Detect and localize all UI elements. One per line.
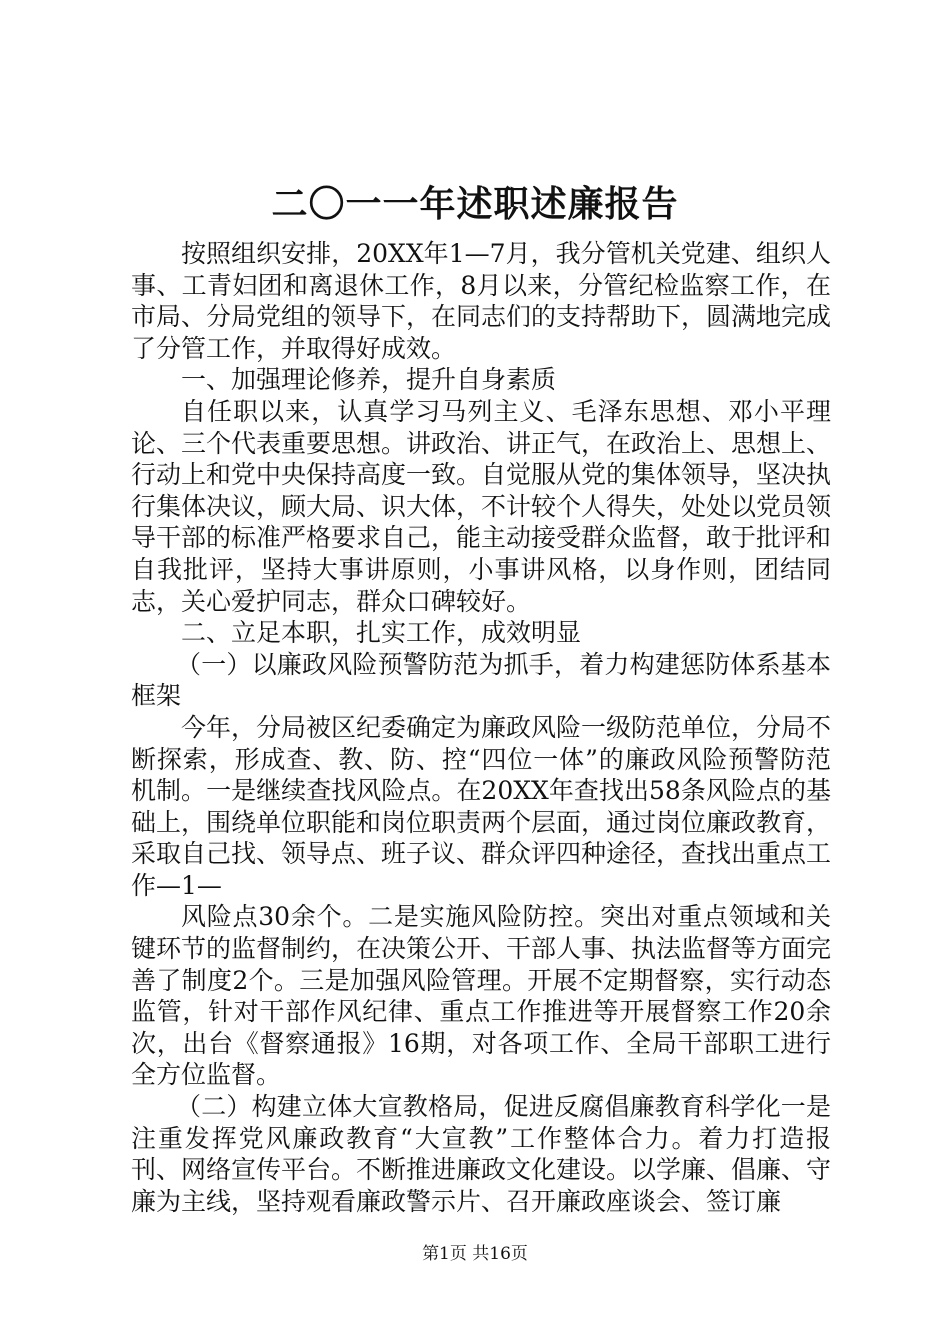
document-title: 二〇一一年述职述廉报告 — [271, 184, 679, 225]
paragraph-intro: 按照组织安排，20XX年1—7月，我分管机关党建、组织人事、工青妇团和离退休工作，8月以来，分管纪检监察工作，在市局、分局党组的领导下，在同志们的支持帮助下，圆满地完成了分管工作，并取得好成效。 — [131, 239, 832, 363]
paragraph-education: （二）构建立体大宣教格局，促进反腐倡廉教育科学化一是注重发挥党风廉政教育“大宣教”工作整体合力。着力打造报刊、网络宣传平台。不断推进廉政文化建设。以学廉、倡廉、守廉为主线，坚持观看廉政警示片、召开廉政座谈会、签订廉 — [131, 1092, 832, 1216]
paragraph-theory: 自任职以来，认真学习马列主义、毛泽东思想、邓小平理论、三个代表重要思想。讲政治、讲正气，在政治上、思想上、行动上和党中央保持高度一致。自觉服从党的集体领导，坚决执行集体决议，顾大局、识大体，不计较个人得失，处处以党员领导干部的标准严格要求自己，能主动接受群众监督，敢于批评和自我批评，坚持大事讲原则，小事讲风格，以身作则，团结同志，关心爱护同志，群众口碑较好。 — [131, 396, 832, 616]
document-body — [131, 238, 831, 1217]
paragraph-risk-prevention: 今年，分局被区纪委确定为廉政风险一级防范单位，分局不断探索，形成查、教、防、控“四位一体”的廉政风险预警防范机制。一是继续查找风险点。在20XX年查找出58条风险点的基础上，围绕单位职能和岗位职责两个层面，通过岗位廉政教育，采取自己找、领导点、班子议、群众评四种途径，查找出重点工作—1— — [131, 712, 832, 900]
subsection-heading-1: （一）以廉政风险预警防范为抓手，着力构建惩防体系基本框架 — [131, 649, 831, 711]
section-heading-1: 一、加强理论修养，提升自身素质 — [181, 365, 557, 395]
page-number-footer: 第1页 共16页 — [422, 1244, 528, 1264]
section-heading-2: 二、立足本职，扎实工作，成效明显 — [181, 618, 582, 648]
paragraph-risk-points: 风险点30余个。二是实施风险防控。突出对重点领域和关键环节的监督制约，在决策公开、干部人事、执法监督等方面完善了制度2个。三是加强风险管理。开展不定期督察，实行动态监管，针对干部作风纪律、重点工作推进等开展督察工作20余次，出台《督察通报》16期，对各项工作、全局干部职工进行全方位监督。 — [131, 902, 832, 1090]
